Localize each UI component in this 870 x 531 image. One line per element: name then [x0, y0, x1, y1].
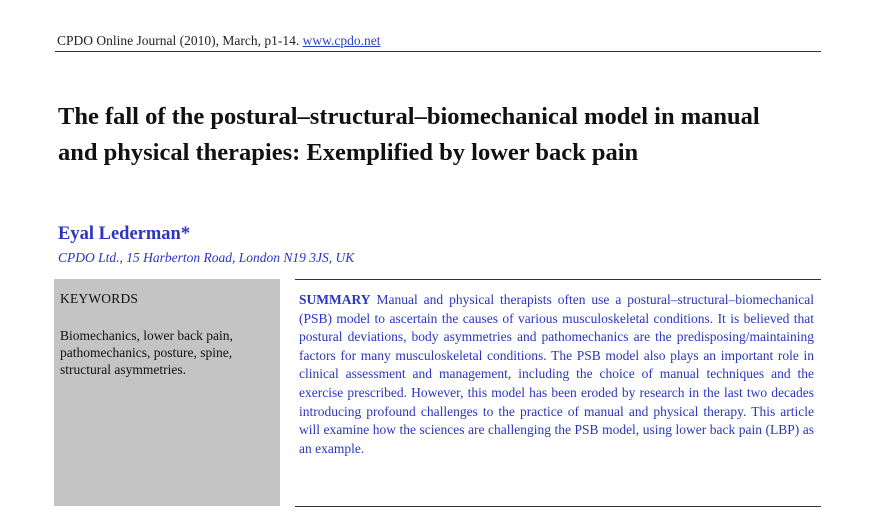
- summary-bottom-divider: [295, 506, 821, 507]
- journal-citation: CPDO Online Journal (2010), March, p1-14.: [57, 33, 300, 48]
- keywords-text: Biomechanics, lower back pain, pathomechanics, posture, spine, structural asymmetries.: [60, 328, 233, 377]
- journal-header: [57, 33, 380, 49]
- keywords-box: [54, 279, 280, 506]
- author-name: Eyal Lederman*: [58, 224, 191, 244]
- summary-top-divider: [295, 279, 821, 280]
- header-divider: [55, 51, 821, 52]
- summary-block: [299, 291, 814, 458]
- keywords-heading: KEYWORDS: [60, 291, 139, 306]
- author-affiliation: CPDO Ltd., 15 Harberton Road, London N19 3JS, UK: [58, 250, 355, 265]
- summary-label: SUMMARY: [299, 292, 371, 307]
- summary-text: Manual and physical therapists often use a postural–structural–biomechanical (PSB) model to ascertain the causes of various musculoskeletal conditions. It is believed that postural deviations, body asymmetries and pathomechanics are the predisposing/maintaining factors for many musculoskeletal conditions. The PSB model also plays an important role in clinical assessment and management, including the choice of manual techniques and the exercise prescribed. However, this model has been eroded by research in the last two decades introducing profound challenges to the practice of manual and physical therapy. This article will examine how the sciences are challenging the PSB model, using lower back pain (LBP) as an example.: [299, 292, 814, 456]
- article-title: The fall of the postural–structural–biomechanical model in manual and physical therapies: Exemplified by lower back pain: [58, 103, 760, 166]
- journal-url-link[interactable]: www.cpdo.net: [302, 33, 381, 48]
